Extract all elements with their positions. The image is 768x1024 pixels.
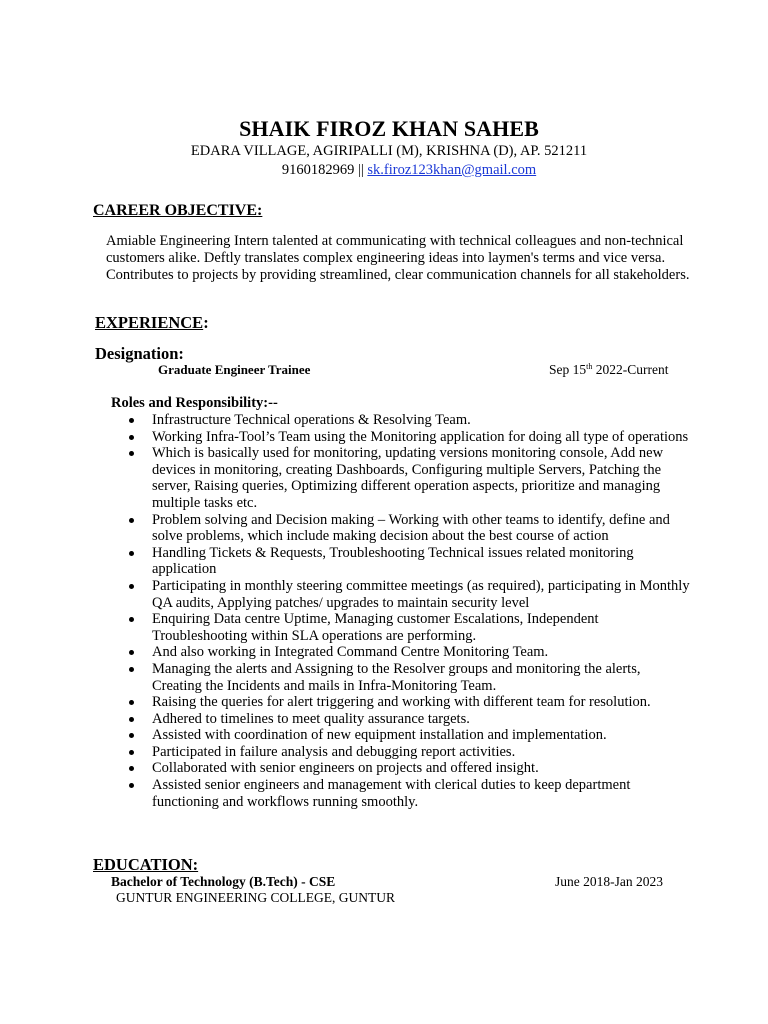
experience-heading xyxy=(95,313,209,333)
job-date-suffix: th xyxy=(586,362,593,371)
list-item-text: Infrastructure Technical operations & Resolving Team. xyxy=(152,412,471,428)
degree-name: Bachelor of Technology (B.Tech) - CSE xyxy=(111,874,336,889)
list-item xyxy=(126,661,691,694)
list-item-text: Assisted senior engineers and management with clerical duties to keep department functioning and workflows running smoothly. xyxy=(152,777,631,810)
list-item xyxy=(126,578,691,611)
responsibility-list xyxy=(126,412,691,810)
bullet-icon xyxy=(129,667,134,672)
address-line: EDARA VILLAGE, AGIRIPALLI (M), KRISHNA (D), AP. 521211 xyxy=(190,143,588,159)
list-item xyxy=(126,545,691,578)
bullet-icon xyxy=(129,418,134,423)
list-item-text: Handling Tickets & Requests, Troubleshooting Technical issues related monitoring application xyxy=(152,544,634,578)
job-dates xyxy=(549,362,668,378)
list-item-text: Participated in failure analysis and debugging report activities. xyxy=(152,743,516,760)
phone-number: 9160182969 xyxy=(281,162,355,178)
list-item xyxy=(126,744,691,761)
email-link[interactable]: sk.firoz123khan@gmail.com xyxy=(367,162,537,178)
list-item-text: Participating in monthly steering committee meetings (as required), participating in Monthly QA audits, Applying patches/ upgrades to maintain security level xyxy=(152,577,690,611)
list-item-text: Which is basically used for monitoring, updating versions monitoring console, Add new devices in monitoring, creating Dashboards, Configuring multiple Servers, Patching the server, Raising queries, Optimizing different operation aspects, prioritize and managing multiple tasks etc. xyxy=(152,445,664,511)
contact-line xyxy=(0,162,768,179)
list-item-text: Problem solving and Decision making – Working with other teams to identify, define and solve problems, which include making decision about the best course of action xyxy=(152,511,670,545)
list-item xyxy=(126,611,691,644)
contact-separator: || xyxy=(357,162,364,178)
job-date-rest: 2022-Current xyxy=(592,362,669,377)
list-item xyxy=(126,711,691,728)
designation-label: Designation: xyxy=(95,344,184,363)
candidate-name: SHAIK FIROZ KHAN SAHEB xyxy=(239,116,539,141)
job-date-day: Sep 15 xyxy=(549,362,587,377)
bullet-icon xyxy=(129,733,134,738)
education-heading: EDUCATION: xyxy=(93,855,199,874)
bullet-icon xyxy=(129,584,134,589)
list-item-text: Raising the queries for alert triggering and working with different team for resolution. xyxy=(152,694,651,711)
experience-heading-colon: : xyxy=(203,313,209,332)
list-item xyxy=(126,429,691,446)
job-title: Graduate Engineer Trainee xyxy=(158,362,311,377)
career-objective-heading: CAREER OBJECTIVE: xyxy=(93,202,263,219)
bullet-icon xyxy=(129,650,134,655)
list-item xyxy=(126,412,691,429)
experience-heading-text: EXPERIENCE xyxy=(95,313,204,332)
education-dates: June 2018-Jan 2023 xyxy=(555,874,663,889)
bullet-icon xyxy=(129,551,134,556)
list-item xyxy=(126,760,691,777)
list-item-text: Collaborated with senior engineers on projects and offered insight. xyxy=(152,760,539,777)
career-objective-text: Amiable Engineering Intern talented at communicating with technical colleagues and non-technical customers alike. Deftly translates complex engineering ideas into laymen's terms and vice versa. Contributes to projects by providing streamlined, clear communication channels for all stakeholders. xyxy=(106,233,690,283)
bullet-icon xyxy=(129,766,134,771)
list-item xyxy=(126,694,691,711)
list-item-text: Assisted with coordination of new equipment installation and implementation. xyxy=(152,727,607,744)
bullet-icon xyxy=(129,700,134,705)
list-item xyxy=(126,445,691,511)
list-item-text: And also working in Integrated Command Centre Monitoring Team. xyxy=(152,644,549,661)
college-name: GUNTUR ENGINEERING COLLEGE, GUNTUR xyxy=(116,890,395,905)
list-item xyxy=(126,727,691,744)
list-item-text: Managing the alerts and Assigning to the Resolver groups and monitoring the alerts, Creating the Incidents and mails in Infra-Monitoring Team. xyxy=(152,660,641,694)
bullet-icon xyxy=(129,750,134,755)
bullet-icon xyxy=(129,435,134,440)
list-item-text: Working Infra-Tool’s Team using the Monitoring application for doing all type of operations xyxy=(152,428,689,445)
list-item xyxy=(126,777,691,810)
bullet-icon xyxy=(129,783,134,788)
bullet-icon xyxy=(129,451,134,456)
bullet-icon xyxy=(129,518,134,523)
list-item-text: Enquiring Data centre Uptime, Managing customer Escalations, Independent Troubleshooting within SLA operations are performing. xyxy=(152,611,599,644)
list-item xyxy=(126,512,691,545)
list-item-text: Adhered to timelines to meet quality assurance targets. xyxy=(152,710,470,727)
list-item xyxy=(126,644,691,661)
bullet-icon xyxy=(129,617,134,622)
roles-heading: Roles and Responsibility:-- xyxy=(111,395,278,411)
bullet-icon xyxy=(129,717,134,722)
